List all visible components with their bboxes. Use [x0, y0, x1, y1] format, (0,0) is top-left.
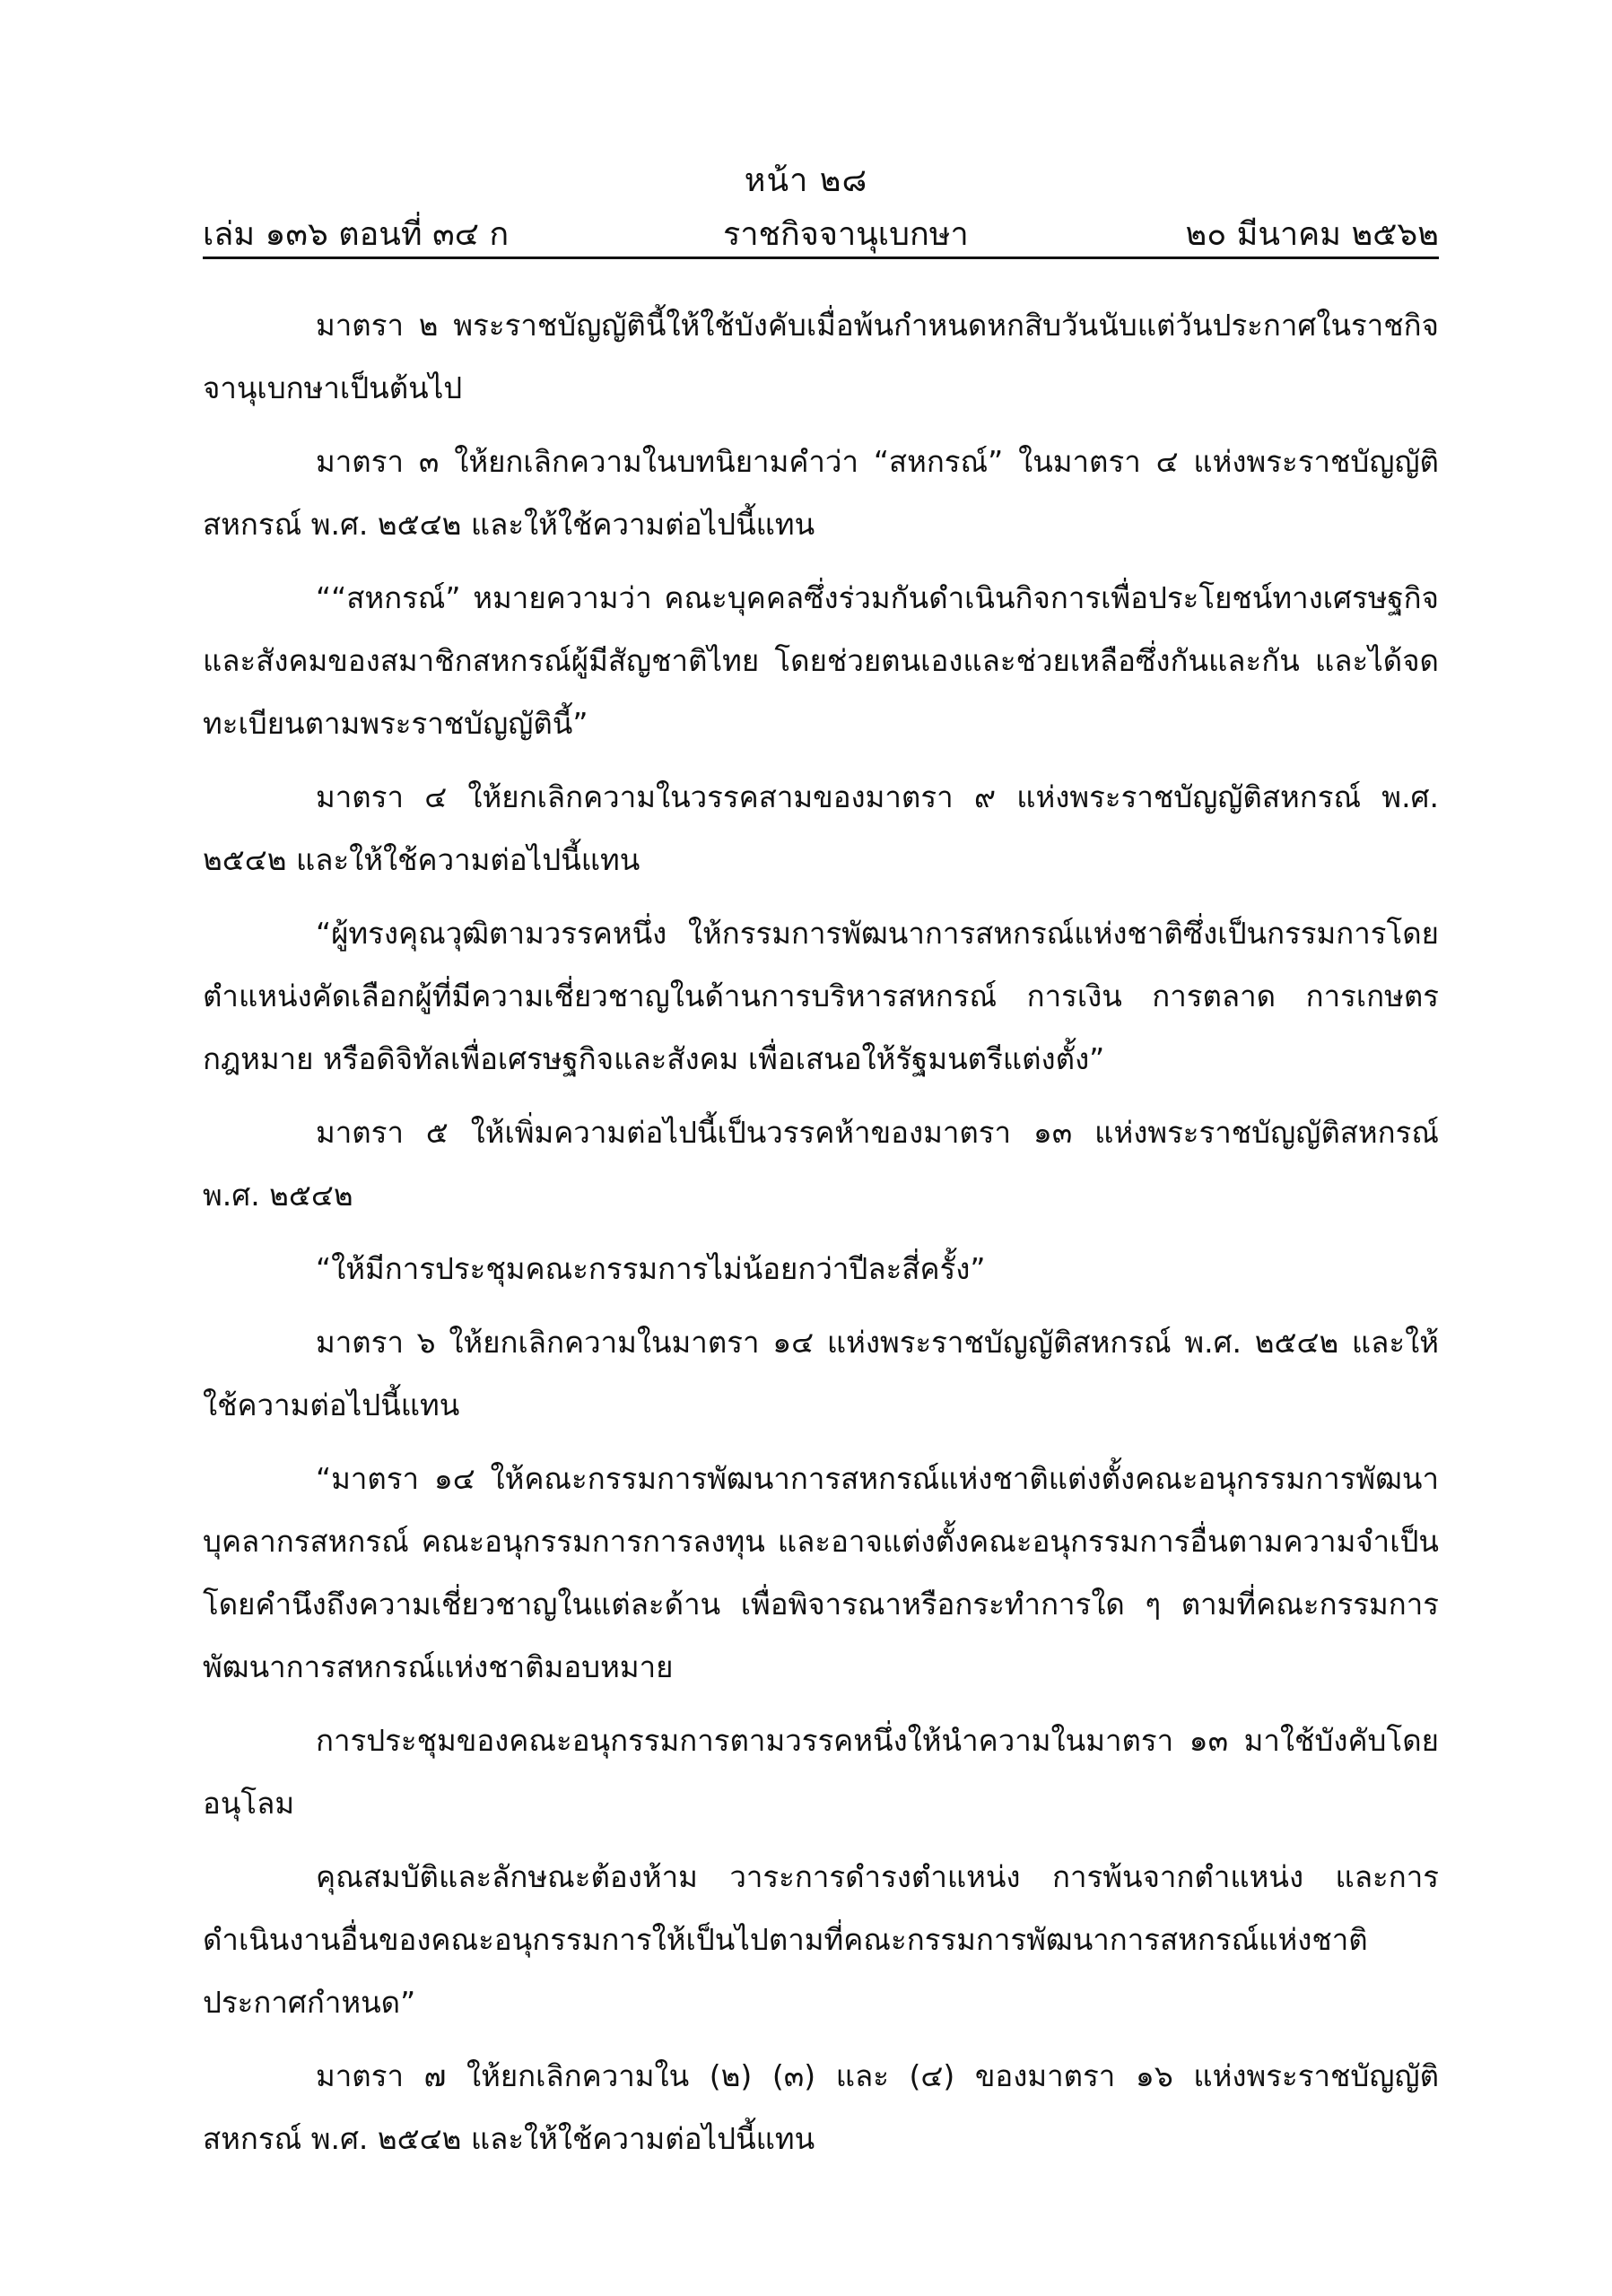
- section-4-paragraph: มาตรา ๔ ให้ยกเลิกความในวรรคสามของมาตรา ๙ แห่งพระราชบัญญัติสหกรณ์ พ.ศ. ๒๕๔๒ และให้ใช้ความต่อไปนี้แทน: [203, 779, 1439, 877]
- subcommittee-qualifications-paragraph: คุณสมบัติและลักษณะต้องห้าม วาระการดำรงตำแหน่ง การพ้นจากตำแหน่ง และการดำเนินงานอื่นของคณะอนุกรรมการให้เป็นไปตามที่คณะกรรมการพัฒนาการสหกรณ์แห่งชาติประกาศกำหนด”: [203, 1859, 1439, 2020]
- header-divider: [203, 257, 1439, 259]
- running-header: [203, 208, 1439, 253]
- section-2-paragraph: มาตรา ๒ พระราชบัญญัตินี้ให้ใช้บังคับเมื่อพ้นกำหนดหกสิบวันนับแต่วันประกาศในราชกิจจานุเบกษาเป็นต้นไป: [203, 308, 1439, 405]
- qualified-persons-paragraph: “ผู้ทรงคุณวุฒิตามวรรคหนึ่ง ให้กรรมการพัฒนาการสหกรณ์แห่งชาติซึ่งเป็นกรรมการโดยตำแหน่งคัดเลือกผู้ที่มีความเชี่ยวชาญในด้านการบริหารสหกรณ์ การเงิน การตลาด การเกษตร กฎหมาย หรือดิจิทัลเพื่อเศรษฐกิจและสังคม เพื่อเสนอให้รัฐมนตรีแต่งตั้ง”: [203, 916, 1439, 1076]
- publication-date: ๒๐ มีนาคม ๒๕๖๒: [1185, 216, 1439, 253]
- section-7-paragraph: มาตรา ๗ ให้ยกเลิกความใน (๒) (๓) และ (๔) ของมาตรา ๑๖ แห่งพระราชบัญญัติสหกรณ์ พ.ศ. ๒๕๔๒ และให้ใช้ความต่อไปนี้แทน: [203, 2058, 1439, 2156]
- publication-title: ราชกิจจานุเบกษา: [723, 216, 969, 253]
- section-6-paragraph: มาตรา ๖ ให้ยกเลิกความในมาตรา ๑๔ แห่งพระราชบัญญัติสหกรณ์ พ.ศ. ๒๕๔๒ และให้ใช้ความต่อไปนี้แทน: [203, 1325, 1439, 1422]
- subcommittee-meeting-paragraph: การประชุมของคณะอนุกรรมการตามวรรคหนึ่งให้นำความในมาตรา ๑๓ มาใช้บังคับโดยอนุโลม: [203, 1723, 1439, 1821]
- section-5-paragraph: มาตรา ๕ ให้เพิ่มความต่อไปนี้เป็นวรรคห้าของมาตรา ๑๓ แห่งพระราชบัญญัติสหกรณ์ พ.ศ. ๒๕๔๒: [203, 1115, 1439, 1213]
- section-14-paragraph: “มาตรา ๑๔ ให้คณะกรรมการพัฒนาการสหกรณ์แห่งชาติแต่งตั้งคณะอนุกรรมการพัฒนาบุคลากรสหกรณ์ คณะอนุกรรมการการลงทุน และอาจแต่งตั้งคณะอนุกรรมการอื่นตามความจำเป็นโดยคำนึงถึงความเชี่ยวชาญในแต่ละด้าน เพื่อพิจารณาหรือกระทำการใด ๆ ตามที่คณะกรรมการพัฒนาการสหกรณ์แห่งชาติมอบหมาย: [203, 1461, 1439, 1684]
- page-number: หน้า ๒๘: [744, 162, 868, 199]
- cooperative-definition-paragraph: ““สหกรณ์” หมายความว่า คณะบุคคลซึ่งร่วมกันดำเนินกิจการเพื่อประโยชน์ทางเศรษฐกิจและสังคมของสมาชิกสหกรณ์ผู้มีสัญชาติไทย โดยช่วยตนเองและช่วยเหลือซึ่งกันและกัน และได้จดทะเบียนตามพระราชบัญญัตินี้”: [203, 580, 1439, 741]
- section-3-paragraph: มาตรา ๓ ให้ยกเลิกความในบทนิยามคำว่า “สหกรณ์” ในมาตรา ๔ แห่งพระราชบัญญัติสหกรณ์ พ.ศ. ๒๕๔๒ และให้ใช้ความต่อไปนี้แทน: [203, 444, 1439, 542]
- volume-issue: เล่ม ๑๓๖ ตอนที่ ๓๔ ก: [203, 216, 510, 253]
- document-body: [203, 294, 1439, 2181]
- meeting-frequency-paragraph: “ให้มีการประชุมคณะกรรมการไม่น้อยกว่าปีละสี่ครั้ง”: [316, 1251, 986, 1286]
